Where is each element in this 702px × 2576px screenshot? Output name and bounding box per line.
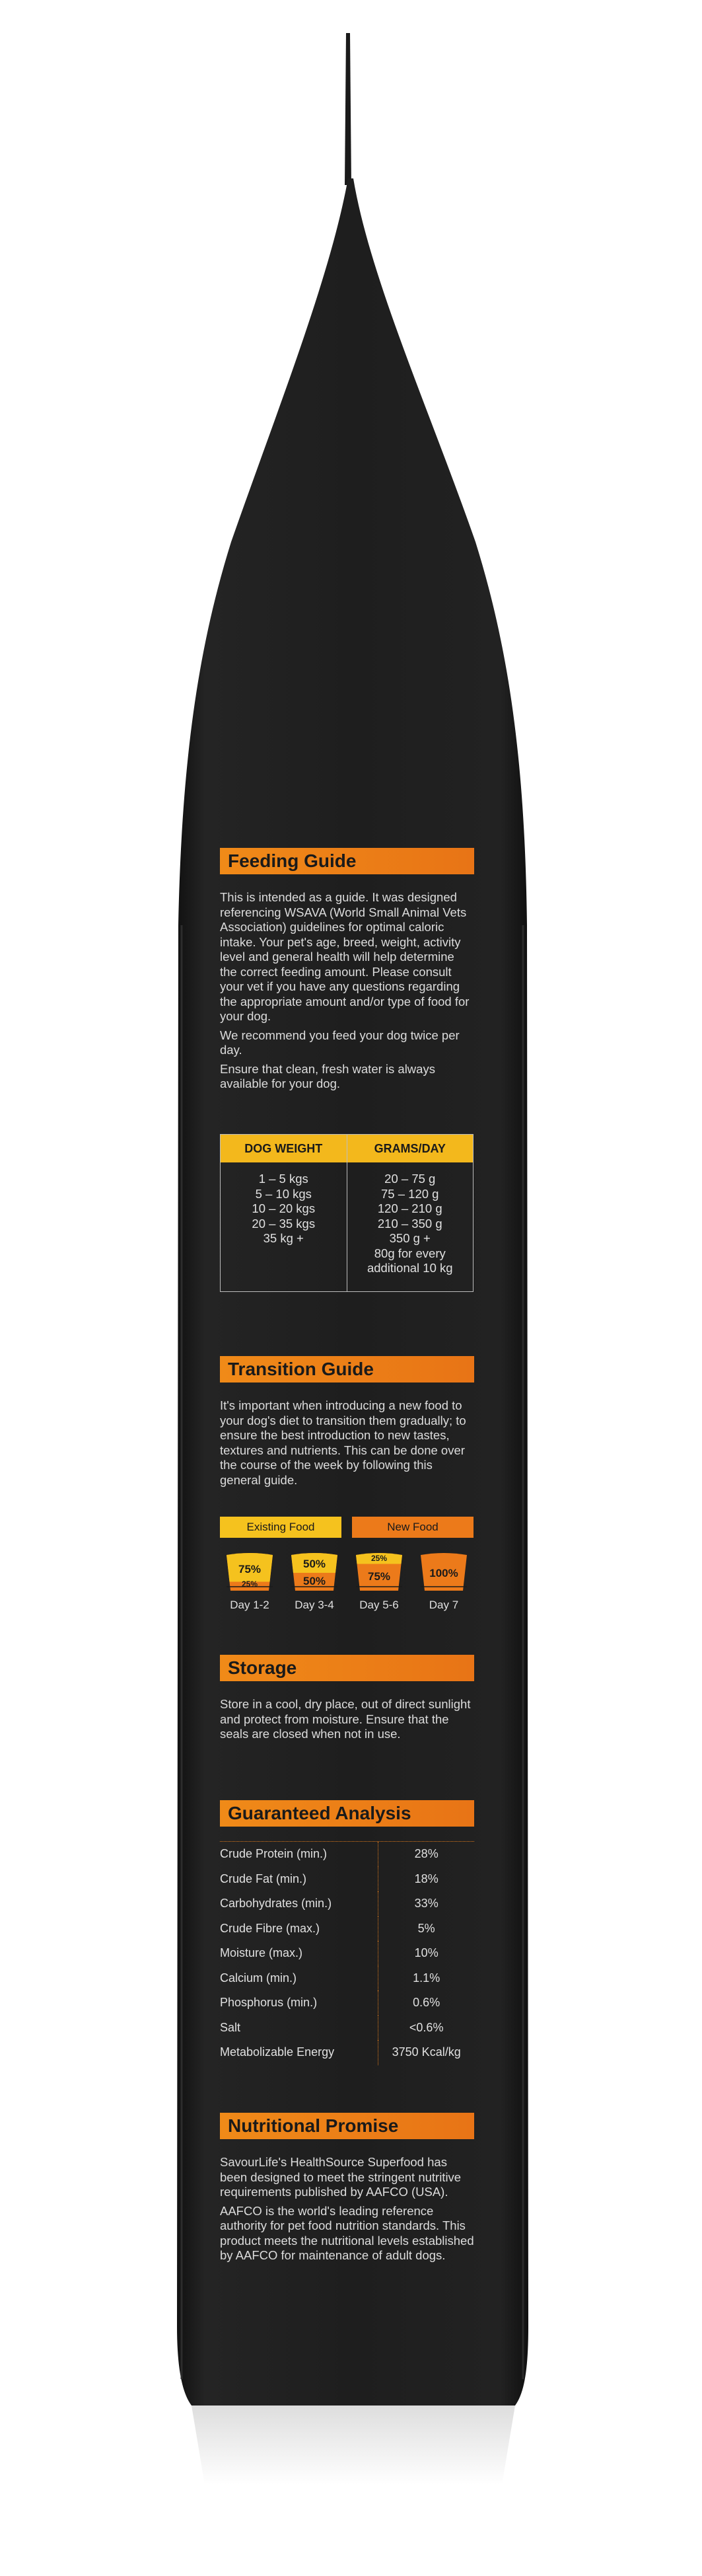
grams-cell: additional 10 kg xyxy=(367,1261,453,1275)
grams-cell: 80g for every xyxy=(374,1246,446,1260)
analysis-row xyxy=(220,1891,474,1916)
promise-paragraph-2: AAFCO is the world's leading reference authority for pet food nutrition standards. This product meets the nutritional levels established by AAFCO for maintenance of adult dogs. xyxy=(220,2203,474,2262)
nutrient-name: Crude Fibre (max.) xyxy=(220,1921,320,1935)
grams-cell: 75 – 120 g xyxy=(381,1186,439,1201)
analysis-section xyxy=(220,1800,474,2065)
feeding-guide-section xyxy=(220,848,474,1096)
weight-cell: 10 – 20 kgs xyxy=(252,1201,316,1215)
nutrient-name: Moisture (max.) xyxy=(220,1946,303,1959)
day-label: Day 5-6 xyxy=(359,1599,399,1611)
storage-section xyxy=(220,1655,474,1746)
analysis-row xyxy=(220,1990,474,2016)
bowl-top-percent: 75% xyxy=(238,1563,262,1575)
nutrient-value: 10% xyxy=(378,1941,474,1966)
transition-guide-section xyxy=(220,1356,474,1492)
weight-cell: 35 kg + xyxy=(263,1231,304,1245)
analysis-row xyxy=(220,1941,474,1966)
grams-cell: 350 g + xyxy=(389,1231,431,1245)
promise-title: Nutritional Promise xyxy=(220,2113,474,2139)
grams-cell: 210 – 350 g xyxy=(377,1216,442,1231)
feeding-paragraph-2: We recommend you feed your dog twice per day. xyxy=(220,1028,460,1057)
nutrient-value: 33% xyxy=(378,1891,474,1916)
grams-cell: 120 – 210 g xyxy=(377,1201,442,1215)
nutrient-value: 28% xyxy=(378,1842,474,1867)
nutrient-name: Crude Protein (min.) xyxy=(220,1847,328,1860)
storage-paragraph: Store in a cool, dry place, out of direct sunlight and protect from moisture. Ensure that the seals are closed when not in use. xyxy=(220,1697,471,1741)
new-food-label: New Food xyxy=(352,1517,474,1538)
analysis-row xyxy=(220,1916,474,1942)
nutrient-value: <0.6% xyxy=(378,2016,474,2041)
bowl-top-percent: 50% xyxy=(302,1558,326,1570)
nutrient-name: Calcium (min.) xyxy=(220,1971,297,1985)
weight-cell: 5 – 10 kgs xyxy=(255,1186,312,1201)
transition-chart xyxy=(220,1517,474,1612)
feeding-paragraph-3: Ensure that clean, fresh water is always available for your dog. xyxy=(220,1061,435,1090)
nutrient-value: 5% xyxy=(378,1916,474,1942)
bowl-bottom-percent: 25% xyxy=(241,1579,258,1589)
analysis-row xyxy=(220,1966,474,1991)
feeding-paragraph-1: This is intended as a guide. It was designed referencing WSAVA (World Small Animal Vets Association) guidelines for optimal caloric intake. Your pet's age, breed, weight, activity level and general health will help determine the correct feeding amount. Please consult your vet if you have any questions regarding the appropriate amount and/or type of food for your dog. xyxy=(220,890,470,1023)
dog-weight-header: DOG WEIGHT xyxy=(221,1135,347,1162)
feeding-table xyxy=(220,1134,474,1292)
transition-guide-title: Transition Guide xyxy=(220,1356,474,1383)
day-label: Day 7 xyxy=(429,1599,459,1611)
weight-cell: 20 – 35 kgs xyxy=(252,1216,316,1231)
transition-paragraph: It's important when introducing a new food to your dog's diet to transition them gradually; to ensure the best introduction to new tastes, textures and nutrients. This can be done over the course of the week by following this general guide. xyxy=(220,1398,466,1487)
analysis-table xyxy=(220,1841,474,2065)
nutrient-name: Metabolizable Energy xyxy=(220,2045,335,2059)
weight-cell: 1 – 5 kgs xyxy=(258,1172,308,1186)
analysis-row xyxy=(220,1867,474,1892)
analysis-row xyxy=(220,1842,474,1867)
storage-title: Storage xyxy=(220,1655,474,1681)
nutrient-name: Carbohydrates (min.) xyxy=(220,1897,332,1910)
bowl-2 xyxy=(285,1552,344,1612)
grams-cell: 20 – 75 g xyxy=(384,1172,436,1186)
nutrient-value: 0.6% xyxy=(378,1990,474,2016)
bowl-bottom-percent: 75% xyxy=(367,1570,391,1583)
bowl-top-percent: 100% xyxy=(429,1567,458,1579)
nutrient-name: Crude Fat (min.) xyxy=(220,1872,307,1885)
bowl-3 xyxy=(349,1552,409,1612)
nutrient-name: Phosphorus (min.) xyxy=(220,1996,318,2009)
nutrient-value: 3750 Kcal/kg xyxy=(378,2040,474,2065)
analysis-row xyxy=(220,2016,474,2041)
bowl-bottom-percent: 50% xyxy=(302,1575,326,1587)
promise-paragraph-1: SavourLife's HealthSource Superfood has been designed to meet the stringent nutritive requirements published by AAFCO (USA). xyxy=(220,2155,462,2199)
feeding-guide-title: Feeding Guide xyxy=(220,848,474,874)
grams-day-header: GRAMS/DAY xyxy=(347,1135,474,1162)
day-label: Day 1-2 xyxy=(230,1599,269,1611)
day-label: Day 3-4 xyxy=(295,1599,334,1611)
bowl-1 xyxy=(220,1552,279,1612)
bowl-4 xyxy=(414,1552,474,1612)
existing-food-label: Existing Food xyxy=(220,1517,341,1538)
analysis-title: Guaranteed Analysis xyxy=(220,1800,474,1827)
nutrient-value: 18% xyxy=(378,1867,474,1892)
nutrient-value: 1.1% xyxy=(378,1966,474,1991)
nutrient-name: Salt xyxy=(220,2020,241,2034)
analysis-row xyxy=(220,2040,474,2065)
promise-section xyxy=(220,2113,474,2267)
bowl-top-percent: 25% xyxy=(370,1554,388,1563)
